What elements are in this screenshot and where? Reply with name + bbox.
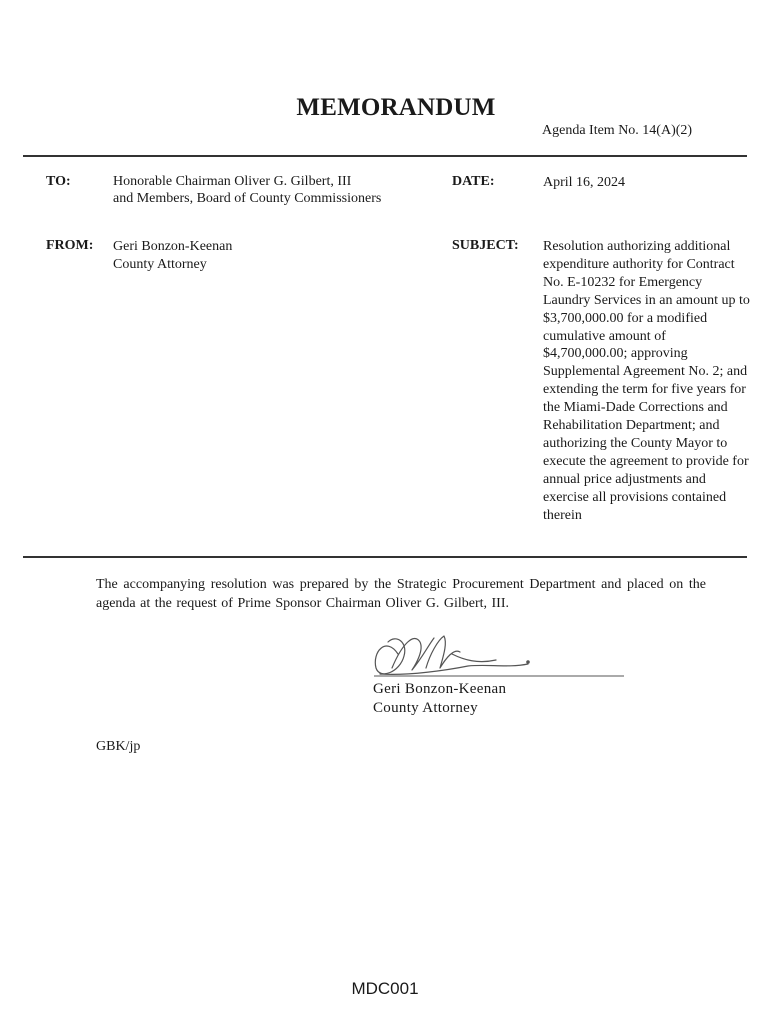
to-recipient	[113, 173, 381, 207]
signature-image	[368, 624, 630, 684]
signer-name: Geri Bonzon-Keenan	[373, 681, 507, 697]
subject-label: SUBJECT:	[452, 238, 519, 253]
to-label: TO:	[46, 174, 71, 189]
agenda-item-number: Agenda Item No. 14(A)(2)	[542, 123, 693, 138]
from-sender	[113, 238, 232, 274]
to-recipient-line-1: Honorable Chairman Oliver G. Gilbert, III	[113, 174, 352, 189]
memo-title: MEMORANDUM	[296, 94, 496, 121]
signature-block	[373, 680, 506, 718]
subject-text: Resolution authorizing additional expenditure authority for Contract No. E-10232 for Emergency Laundry Services in an amount up to $3,700,000.00 for a modified cumulative amount of $4,700,000.00; approving Supplemental Agreement No. 2; and extending the term for five years for the Miami-Dade Corrections and Rehabilitation Department; and authorizing the County Mayor to execute the agreement to provide for annual price adjustments and exercise all provisions contained therein	[543, 239, 750, 523]
signer-title: County Attorney	[373, 700, 478, 716]
typist-initials: GBK/jp	[96, 739, 141, 754]
from-label: FROM:	[46, 238, 94, 253]
date-label: DATE:	[452, 174, 495, 189]
date-value: April 16, 2024	[543, 175, 626, 190]
to-recipient-line-2: and Members, Board of County Commissioners	[113, 191, 382, 206]
from-sender-line-2: County Attorney	[113, 257, 207, 272]
top-divider	[23, 155, 747, 157]
page-footer-code: MDC001	[351, 979, 419, 998]
from-sender-line-1: Geri Bonzon-Keenan	[113, 239, 233, 254]
body-paragraph: The accompanying resolution was prepared by the Strategic Procurement Department and placed on the agenda at the request of Prime Sponsor Chairman Oliver G. Gilbert, III.	[96, 577, 706, 611]
bottom-divider	[23, 556, 747, 558]
